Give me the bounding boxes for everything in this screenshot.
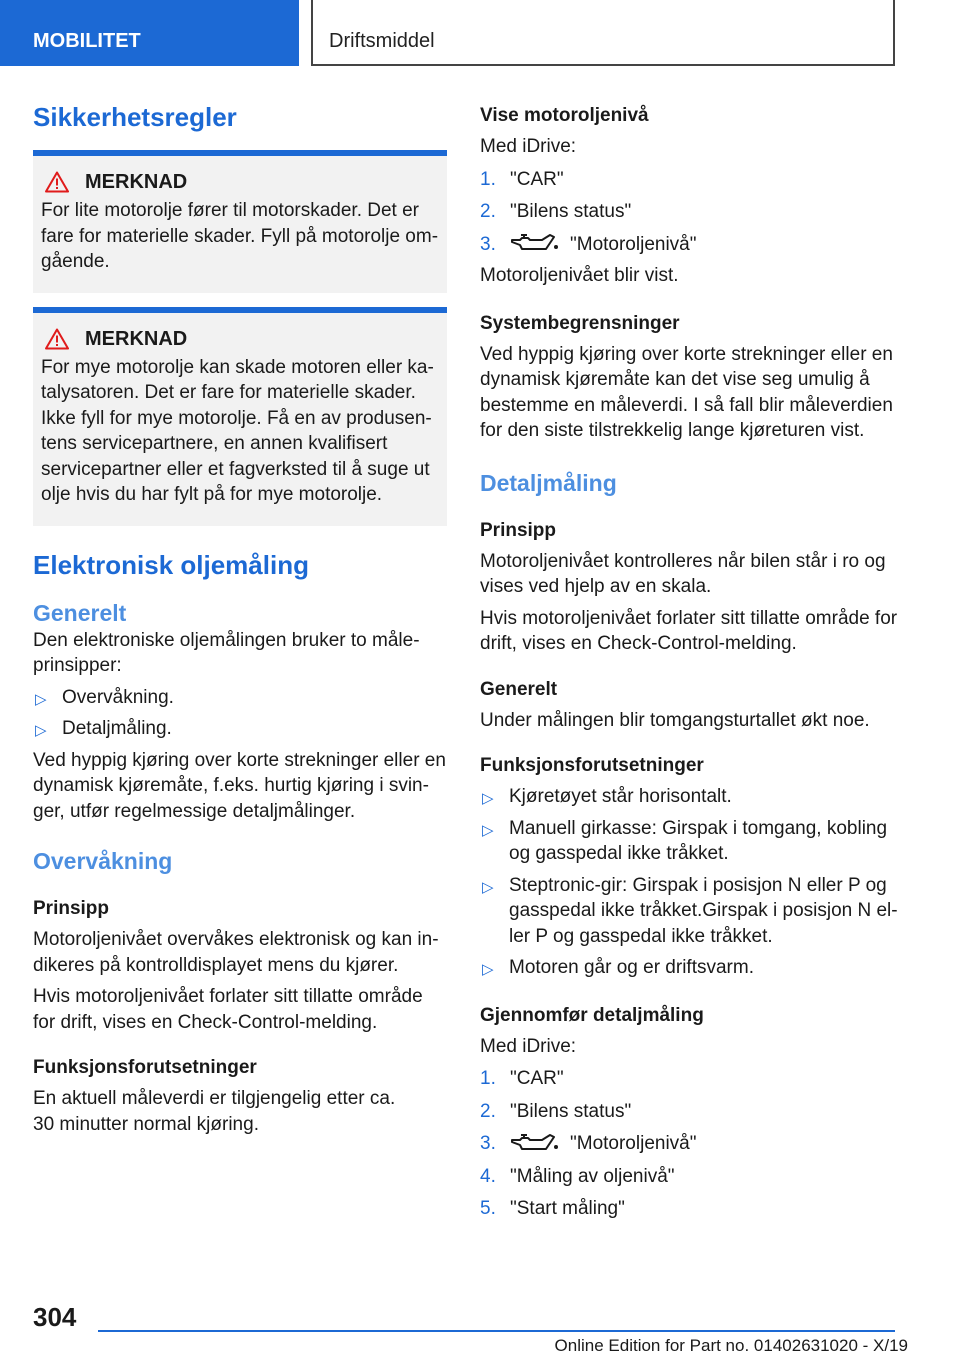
warning-triangle-icon — [45, 171, 69, 193]
chapter-tab[interactable]: Driftsmiddel — [311, 0, 895, 66]
general-text-2: Ved hyppig kjøring over korte strekninger eller en dynamisk kjøremåte, f.eks. hurtig kjøring i svinger, utfør regelmessige detaljmålinger. — [33, 749, 446, 822]
page-header — [0, 0, 960, 66]
list-item: 1. "CAR" — [480, 168, 564, 190]
list-item: 4. "Måling av oljenivå" — [480, 1165, 675, 1187]
list-item: 1. "CAR" — [480, 1068, 564, 1089]
list-item: 2. "Bilens status" — [480, 1100, 632, 1122]
left-column — [33, 100, 447, 1137]
notice-label: MERKNAD — [85, 327, 188, 350]
list-item: ▷ Motoren går og er driftsvarm. — [480, 955, 898, 981]
warning-triangle-icon — [45, 328, 69, 350]
footer-divider — [98, 1330, 895, 1332]
monitoring-heading: Overvåkning — [33, 848, 173, 874]
section-tab[interactable]: MOBILITET — [0, 0, 299, 66]
limitations-text: Ved hyppig kjøring over korte strekninger eller en dynamisk kjøremåte kan det vise seg umulig å bestemme en måleverdi. I så fall blir måleverdien for den siste tilstrekkelig lange kjøreturen vist. — [480, 343, 893, 441]
principle-text: Motoroljenivået kontrolleres når bilen står i ro og vises ved hjelp av en skala. — [480, 550, 886, 597]
triangle-bullet-icon: ▷ — [482, 790, 494, 807]
notice-text: For mye motorolje kan skade motoren eller katalysatoren. Det er fare for materielle skader. Ikke fyll for mye motorolje. Få en av produsentens servicepartnere, en annen kvalifisert servicepartner eller et fagverksted til å suge ut olje hvis du har fylt på for mye motorolje. — [41, 356, 434, 505]
electronic-oil-heading: Elektronisk oljemåling — [33, 549, 309, 580]
general-heading: Generelt — [33, 599, 127, 626]
principle-heading: Prinsipp — [480, 519, 557, 541]
notice-label: MERKNAD — [85, 171, 188, 193]
page-number: 304 — [33, 1302, 77, 1332]
detail-measurement-heading: Detaljmåling — [480, 469, 617, 496]
notice-header — [45, 327, 439, 351]
safety-heading: Sikkerhetsregler — [33, 102, 237, 132]
notice-box-excess-oil — [33, 307, 447, 526]
general-text: Den elektroniske oljemålingen bruker to måleprinsipper: — [33, 629, 420, 676]
principle-heading: Prinsipp — [33, 898, 110, 919]
oil-can-icon — [510, 233, 560, 255]
triangle-bullet-icon: ▷ — [35, 722, 47, 739]
oil-can-icon — [510, 1133, 560, 1155]
perform-steps-list — [480, 1066, 898, 1222]
notice-header — [45, 170, 439, 194]
list-item: 5. "Start måling" — [480, 1198, 625, 1219]
principles-list — [33, 685, 447, 742]
principle-text: Motoroljenivået overvåkes elektronisk og kan indikeres på kontrolldisplayet mens du kjører. — [33, 929, 439, 976]
requirements-text: En aktuell måleverdi er tilgjengelig etter ca. 30 minutter normal kjøring. — [33, 1088, 396, 1135]
general-text: Under målingen blir tomgangsturtallet økt noe. — [480, 709, 870, 731]
triangle-bullet-icon: ▷ — [482, 961, 494, 978]
list-item: ▷ Detaljmåling. — [33, 716, 447, 742]
list-item: 3. "Motoroljenivå" — [480, 233, 697, 255]
show-result: Motoroljenivået blir vist. — [480, 265, 679, 286]
notice-text: For lite motorolje fører til motorskader. Det er fare for materielle skader. Fyll på motorolje omgående. — [41, 200, 439, 272]
list-item: ▷ Kjøretøyet står horisontalt. — [480, 784, 898, 810]
limitations-heading: Systembegrensninger — [480, 312, 680, 334]
show-steps-list — [480, 167, 898, 258]
triangle-bullet-icon: ▷ — [482, 878, 494, 896]
list-item: ▷ Manuell girkasse: Girspak i tomgang, kobling og gasspedal ikke tråkket. — [482, 817, 888, 864]
show-intro: Med iDrive: — [480, 136, 577, 157]
general-heading: Generelt — [480, 678, 558, 700]
requirements-heading: Funksjonsforutsetninger — [33, 1057, 257, 1078]
requirements-list — [480, 784, 898, 981]
edition-text: Online Edition for Part no. 01402631020 - X/19 — [554, 1336, 908, 1355]
show-oil-heading: Vise motoroljenivå — [480, 105, 649, 126]
triangle-bullet-icon: ▷ — [35, 690, 47, 708]
principle-text-2: Hvis motoroljenivået forlater sitt tillatte område for drift, vises en Check-Control-melding. — [33, 986, 423, 1033]
triangle-bullet-icon: ▷ — [482, 821, 494, 839]
notice-box-low-oil — [33, 150, 447, 293]
list-item: 3. "Motoroljenivå" — [480, 1133, 697, 1154]
list-item: 2. "Bilens status" — [480, 201, 632, 222]
requirements-heading: Funksjonsforutsetninger — [480, 755, 704, 776]
right-column — [480, 100, 898, 1222]
list-item: ▷ Overvåkning. — [33, 685, 447, 711]
list-item: ▷ Steptronic-gir: Girspak i posisjon N eller P og gasspedal ikke tråkket.Girspak i posisjon N eller P og gasspedal ikke tråkket. — [482, 874, 898, 947]
principle-text-2: Hvis motoroljenivået forlater sitt tillatte område for drift, vises en Check-Control-melding. — [480, 607, 898, 654]
perform-measurement-heading: Gjennomfør detaljmåling — [480, 1004, 704, 1026]
perform-intro: Med iDrive: — [480, 1035, 577, 1057]
